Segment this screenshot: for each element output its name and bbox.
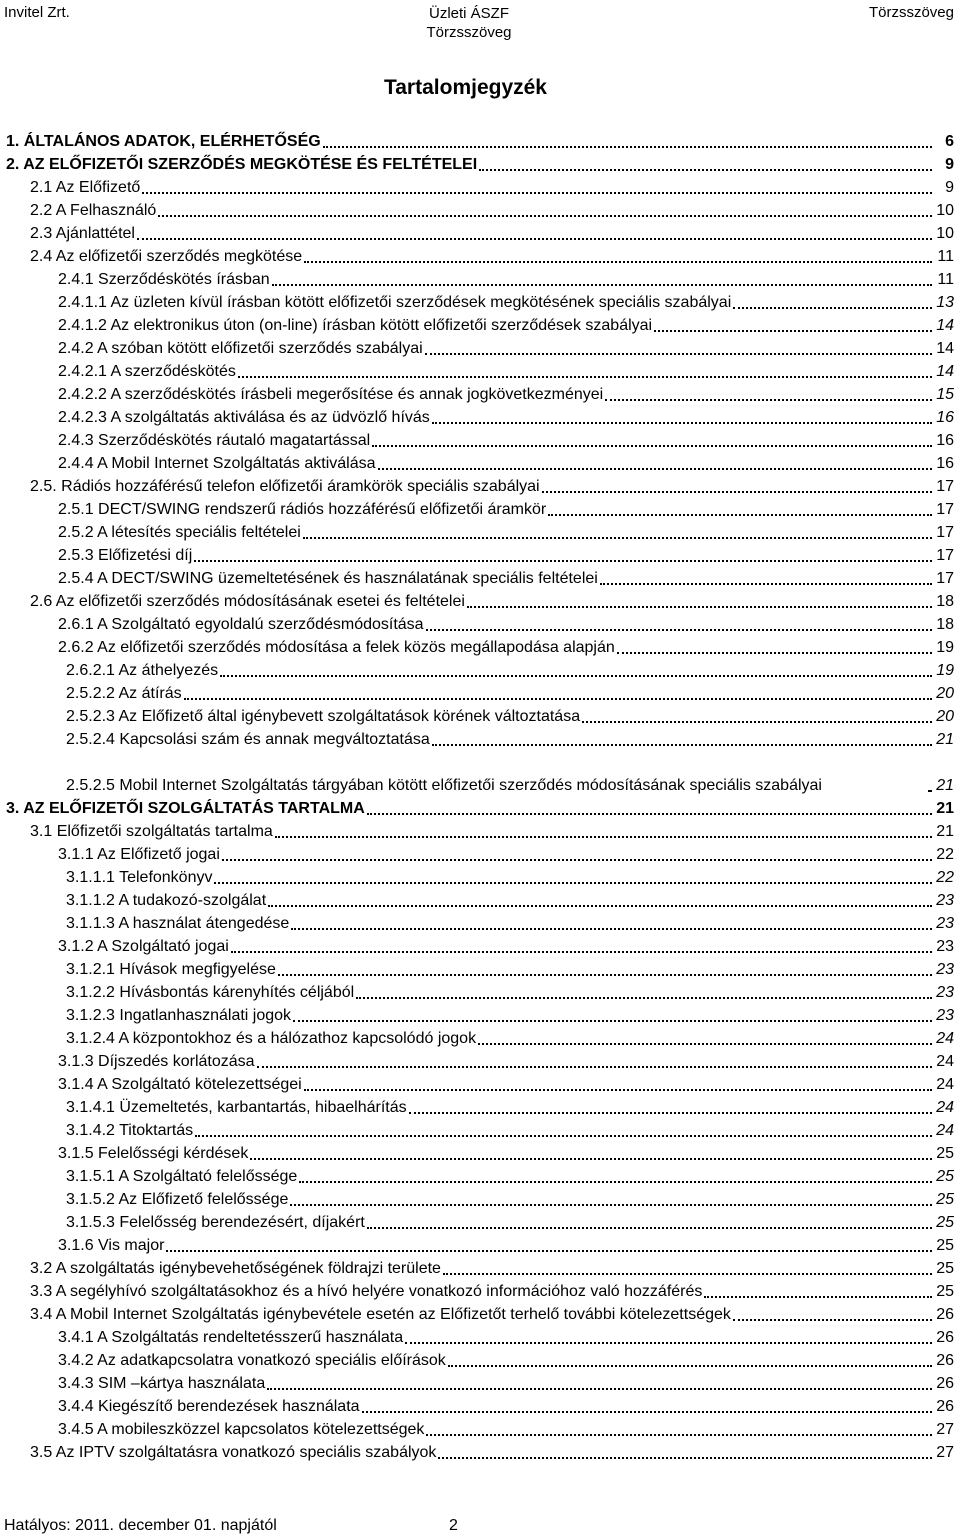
toc-entry-page: 13	[936, 294, 954, 311]
toc-entry[interactable]	[0, 542, 960, 565]
toc-entry-label: 3.1.4.1 Üzemeltetés, karbantartás, hibaelhárítás	[66, 1099, 407, 1116]
toc-dot-leader	[542, 491, 932, 493]
toc-dot-leader	[220, 675, 932, 677]
toc-dot-leader	[582, 721, 932, 723]
toc-entry-label: 2.5.2.3 Az Előfizető által igénybevett szolgáltatások körének változtatása	[66, 708, 581, 725]
toc-dot-leader	[367, 1227, 932, 1229]
toc-entry[interactable]	[0, 841, 960, 864]
toc-entry-label: 2.6.1 A Szolgáltató egyoldalú szerződésmódosítása	[58, 616, 424, 633]
toc-entry-label: 3.1.2.2 Hívásbontás kárenyhítés céljából	[66, 984, 355, 1001]
toc-dot-leader	[478, 1043, 932, 1045]
toc-dot-leader	[222, 859, 932, 861]
toc-entry-page: 11	[937, 248, 954, 265]
toc-entry-page: 26	[936, 1329, 954, 1346]
toc-entry[interactable]	[0, 266, 960, 289]
toc-dot-leader	[405, 1342, 932, 1344]
toc-entry-label: 3.4.3 SIM –kártya használata	[58, 1375, 266, 1392]
toc-entry[interactable]	[0, 289, 960, 312]
toc-entry[interactable]	[0, 726, 960, 749]
toc-entry[interactable]	[0, 1301, 960, 1324]
toc-entry-label: 2.4.1 Szerződéskötés írásban	[58, 271, 270, 288]
toc-entry-label: 3.1.2.1 Hívások megfigyelése	[66, 961, 276, 978]
toc-entry-label: 2.5.2 A létesítés speciális feltételei	[58, 524, 301, 541]
toc-entry-page: 23	[936, 984, 954, 1001]
header-center-line2: Törzsszöveg	[426, 24, 512, 41]
toc-entry-label: 3. AZ ELŐFIZETŐI SZOLGÁLTATÁS TARTALMA	[6, 800, 365, 817]
toc-entry-page: 24	[936, 1076, 954, 1093]
toc-dot-leader	[291, 928, 932, 930]
toc-entry-page: 16	[936, 409, 954, 426]
toc-entry-label: 2.6 Az előfizetői szerződés módosításának esetei és feltételei	[30, 593, 465, 610]
toc-dot-leader	[432, 422, 932, 424]
toc-entry-label: 2.4.2 A szóban kötött előfizetői szerződés szabályai	[58, 340, 423, 357]
toc-entry[interactable]	[0, 887, 960, 910]
toc-entry-page: 27	[936, 1421, 954, 1438]
toc-entry-page: 22	[936, 846, 954, 863]
toc-dot-leader	[362, 1411, 932, 1413]
toc-entry-label: 2.4.1.1 Az üzleten kívül írásban kötött előfizetői szerződések megkötésének speciális szabályai	[58, 294, 732, 311]
toc-dot-leader	[654, 330, 932, 332]
toc-entry[interactable]	[0, 703, 960, 726]
toc-entry-label: 2.4.3 Szerződéskötés ráutaló magatartással	[58, 432, 371, 449]
toc-dot-leader	[214, 882, 932, 884]
toc-entry-label: 3.1.6 Vis major	[58, 1237, 165, 1254]
toc-entry-label: 2.6.2.1 Az áthelyezés	[66, 662, 219, 679]
toc-entry[interactable]	[0, 795, 960, 818]
toc-entry[interactable]	[0, 151, 960, 174]
toc-entry-page: 17	[936, 478, 954, 495]
toc-entry-label: 3.4 A Mobil Internet Szolgáltatás igénybevétele esetén az Előfizetőt terhelő további kötelezettségek	[30, 1306, 731, 1323]
toc-entry[interactable]	[0, 404, 960, 427]
toc-entry-page: 15	[936, 386, 954, 403]
toc-entry-page: 9	[945, 179, 954, 196]
toc-dot-leader	[356, 997, 932, 999]
toc-entry[interactable]	[0, 1186, 960, 1209]
toc-entry[interactable]	[0, 335, 960, 358]
toc-entry-page: 23	[936, 961, 954, 978]
toc-entry-page: 25	[936, 1214, 954, 1231]
toc-entry-label: 2.3 Ajánlattétel	[30, 225, 135, 242]
toc-entry-page: 14	[936, 317, 954, 334]
toc-entry-label: 2.5.2.2 Az átírás	[66, 685, 182, 702]
toc-entry[interactable]	[0, 1140, 960, 1163]
toc-dot-leader	[323, 146, 932, 148]
toc-entry[interactable]	[0, 1232, 960, 1255]
toc-entry-label: 2.4.2.3 A szolgáltatás aktiválása és az üdvözlő hívás	[58, 409, 430, 426]
toc-entry[interactable]	[0, 381, 960, 404]
toc-dot-leader	[158, 215, 932, 217]
toc-entry-page: 26	[936, 1306, 954, 1323]
toc-entry-label: 3.1.5 Felelősségi kérdések	[58, 1145, 249, 1162]
toc-entry-label: 1. ÁLTALÁNOS ADATOK, ELÉRHETŐSÉG	[6, 133, 321, 150]
header-company: Invitel Zrt.	[4, 4, 70, 21]
toc-entry-label: 3.1.2.4 A központokhoz és a hálózathoz kapcsolódó jogok	[66, 1030, 477, 1047]
toc-entry[interactable]	[0, 749, 960, 795]
toc-entry[interactable]	[0, 220, 960, 243]
toc-entry-page: 14	[936, 363, 954, 380]
toc-entry-label: 3.4.4 Kiegészítő berendezések használata	[58, 1398, 360, 1415]
toc-entry[interactable]	[0, 1117, 960, 1140]
toc-entry-page: 17	[936, 524, 954, 541]
toc-entry-label: 3.1.2 A Szolgáltató jogai	[58, 938, 229, 955]
toc-entry[interactable]	[0, 1347, 960, 1370]
toc-dot-leader	[303, 537, 932, 539]
toc-entry-label: 2.4.2.2 A szerződéskötés írásbeli megerősítése és annak jogkövetkezményei	[58, 386, 604, 403]
toc-entry-page: 16	[936, 455, 954, 472]
toc-entry-page: 10	[936, 225, 954, 242]
toc-entry[interactable]	[0, 588, 960, 611]
toc-entry-page: 11	[937, 271, 954, 288]
toc-dot-leader	[293, 1020, 932, 1022]
toc-dot-leader	[600, 583, 932, 585]
toc-entry[interactable]	[0, 1025, 960, 1048]
toc-dot-leader	[426, 629, 932, 631]
toc-dot-leader	[194, 560, 932, 562]
toc-entry-label: 3.1.1.1 Telefonkönyv	[66, 869, 213, 886]
toc-entry[interactable]	[0, 1255, 960, 1278]
toc-dot-leader	[448, 1365, 932, 1367]
toc-dot-leader	[304, 1089, 932, 1091]
toc-entry-page: 26	[936, 1352, 954, 1369]
toc-entry-page: 20	[936, 708, 954, 725]
toc-dot-leader	[432, 744, 932, 746]
header-section: Törzsszöveg	[868, 4, 954, 21]
toc-entry-page: 24	[936, 1053, 954, 1070]
toc-entry-page: 18	[936, 593, 954, 610]
toc-dot-leader	[267, 1388, 932, 1390]
toc-entry[interactable]	[0, 864, 960, 887]
toc-entry[interactable]	[0, 473, 960, 496]
toc-entry-label: 2.4 Az előfizetői szerződés megkötése	[30, 248, 303, 265]
toc-dot-leader	[166, 1250, 932, 1252]
toc-entry[interactable]	[0, 611, 960, 634]
toc-entry-label: 2.2 A Felhasználó	[30, 202, 157, 219]
toc-dot-leader	[184, 698, 932, 700]
toc-entry-label: 2. AZ ELŐFIZETŐI SZERZŐDÉS MEGKÖTÉSE ÉS FELTÉTELEI	[6, 156, 478, 173]
toc-entry[interactable]	[0, 1370, 960, 1393]
toc-entry-page: 20	[936, 685, 954, 702]
header-document-title	[418, 4, 520, 42]
toc-entry[interactable]	[0, 450, 960, 473]
toc-entry-page: 21	[936, 823, 954, 840]
toc-entry-page: 23	[936, 892, 954, 909]
toc-entry[interactable]	[0, 680, 960, 703]
toc-entry-label: 2.4.2.1 A szerződéskötés	[58, 363, 236, 380]
toc-entry[interactable]	[0, 1094, 960, 1117]
toc-dot-leader	[268, 905, 932, 907]
header-center-line1: Üzleti ÁSZF	[428, 5, 509, 22]
toc-entry-page: 19	[936, 639, 954, 656]
toc-entry-label: 2.1 Az Előfizető	[30, 179, 141, 196]
toc-entry[interactable]	[0, 128, 960, 151]
toc-entry-label: 2.5.1 DECT/SWING rendszerű rádiós hozzáférésű előfizetői áramkör	[58, 501, 547, 518]
toc-entry-page: 21	[936, 731, 954, 748]
toc-entry-page: 25	[936, 1145, 954, 1162]
toc-entry[interactable]	[0, 910, 960, 933]
toc-entry-label: 3.1.1.2 A tudakozó-szolgálat	[66, 892, 267, 909]
toc-entry[interactable]	[0, 565, 960, 588]
footer	[4, 1517, 458, 1535]
toc-dot-leader	[250, 1158, 932, 1160]
toc-dot-leader	[704, 1296, 932, 1298]
toc-entry-label: 2.5.3 Előfizetési díj	[58, 547, 193, 564]
page-title: Tartalomjegyzék	[383, 76, 547, 99]
toc-entry[interactable]	[0, 243, 960, 266]
toc-dot-leader	[467, 606, 932, 608]
toc-dot-leader	[409, 1112, 932, 1114]
toc-dot-leader	[278, 974, 932, 976]
toc-dot-leader	[733, 307, 932, 309]
toc-entry[interactable]	[0, 1324, 960, 1347]
toc-entry-page: 6	[945, 133, 954, 150]
toc-entry-page: 25	[936, 1237, 954, 1254]
toc-entry[interactable]	[0, 197, 960, 220]
toc-dot-leader	[299, 1181, 932, 1183]
toc-entry[interactable]	[0, 818, 960, 841]
toc-entry-label: 3.1.1.3 A használat átengedése	[66, 915, 290, 932]
toc-entry[interactable]	[0, 427, 960, 450]
toc-dot-leader	[137, 238, 932, 240]
toc-entry[interactable]	[0, 1163, 960, 1186]
toc-entry-label: 3.1.1 Az Előfizető jogai	[58, 846, 220, 863]
toc-dot-leader	[548, 514, 932, 516]
toc-entry-page: 24	[936, 1122, 954, 1139]
toc-entry[interactable]	[0, 1416, 960, 1439]
toc-entry-page: 25	[936, 1283, 954, 1300]
toc-dot-leader	[605, 399, 932, 401]
toc-dot-leader	[928, 790, 932, 792]
toc-entry[interactable]	[0, 933, 960, 956]
toc-dot-leader	[238, 376, 932, 378]
toc-entry[interactable]	[0, 1439, 960, 1462]
toc-entry-label: 3.1.3 Díjszedés korlátozása	[58, 1053, 255, 1070]
toc-dot-leader	[426, 1434, 932, 1436]
toc-dot-leader	[617, 652, 932, 654]
toc-entry-label: 3.4.5 A mobileszközzel kapcsolatos kötelezettségek	[58, 1421, 425, 1438]
toc-entry-page: 22	[936, 869, 954, 886]
toc-dot-leader	[367, 813, 932, 815]
toc-entry-page: 9	[945, 156, 954, 173]
toc-dot-leader	[290, 1204, 932, 1206]
toc-entry-label: 3.1.5.1 A Szolgáltató felelőssége	[66, 1168, 298, 1185]
toc-entry-page: 24	[936, 1030, 954, 1047]
footer-page-number: 2	[449, 1517, 458, 1534]
toc-entry-page: 25	[936, 1168, 954, 1185]
toc-dot-leader	[438, 1457, 932, 1459]
toc-entry[interactable]	[0, 1048, 960, 1071]
toc-dot-leader	[733, 1319, 932, 1321]
toc-entry-label: 3.2 A szolgáltatás igénybevehetőségének földrajzi területe	[30, 1260, 441, 1277]
toc-entry[interactable]	[0, 634, 960, 657]
toc-entry-label: 3.1.5.3 Felelősség berendezésért, díjakért	[66, 1214, 365, 1231]
toc-entry-label: 3.1.2.3 Ingatlanhasználati jogok	[66, 1007, 292, 1024]
toc-dot-leader	[275, 836, 932, 838]
toc-entry-page: 21	[936, 777, 954, 794]
toc-entry-page: 25	[936, 1191, 954, 1208]
toc-entry-label: 3.1 Előfizetői szolgáltatás tartalma	[30, 823, 273, 840]
toc-entry[interactable]	[0, 1071, 960, 1094]
toc-entry-page: 16	[936, 432, 954, 449]
toc-entry[interactable]	[0, 956, 960, 979]
toc-entry[interactable]	[0, 979, 960, 1002]
toc-entry-label: 2.5. Rádiós hozzáférésű telefon előfizetői áramkörök speciális szabályai	[30, 478, 540, 495]
toc-entry-label: 3.4.2 Az adatkapcsolatra vonatkozó speciális előírások	[58, 1352, 446, 1369]
toc-entry-page: 25	[936, 1260, 954, 1277]
toc-entry-page: 23	[936, 1007, 954, 1024]
toc-entry-label: 2.4.1.2 Az elektronikus úton (on-line) írásban kötött előfizetői szerződések szabályai	[58, 317, 653, 334]
toc-entry-page: 24	[936, 1099, 954, 1116]
toc-entry-page: 14	[936, 340, 954, 357]
toc-entry[interactable]	[0, 519, 960, 542]
toc-entry[interactable]	[0, 1209, 960, 1232]
toc-entry-label: 2.5.4 A DECT/SWING üzemeltetésének és használatának speciális feltételei	[58, 570, 598, 587]
toc-entry-label: 3.1.4.2 Titoktartás	[66, 1122, 194, 1139]
toc-entry[interactable]	[0, 1278, 960, 1301]
toc-dot-leader	[372, 445, 932, 447]
toc-entry-page: 26	[936, 1375, 954, 1392]
footer-effective-date: Hatályos: 2011. december 01. napjától	[4, 1517, 277, 1534]
toc-dot-leader	[443, 1273, 932, 1275]
table-of-contents	[0, 128, 960, 1462]
toc-entry-page: 26	[936, 1398, 954, 1415]
toc-entry[interactable]	[0, 358, 960, 381]
toc-entry[interactable]	[0, 1393, 960, 1416]
toc-dot-leader	[231, 951, 932, 953]
toc-entry-label: 2.6.2 Az előfizetői szerződés módosítása a felek közös megállapodása alapján	[58, 639, 615, 656]
toc-entry-label: 3.4.1 A Szolgáltatás rendeltetésszerű használata	[58, 1329, 404, 1346]
toc-entry-page: 21	[936, 800, 954, 817]
toc-dot-leader	[195, 1135, 932, 1137]
toc-entry-label: 3.5 Az IPTV szolgáltatásra vonatkozó speciális szabályok	[30, 1444, 437, 1461]
toc-dot-leader	[304, 261, 932, 263]
toc-entry-page: 19	[936, 662, 954, 679]
toc-entry-label: 3.1.5.2 Az Előfizető felelőssége	[66, 1191, 289, 1208]
toc-entry-page: 23	[936, 938, 954, 955]
toc-dot-leader	[378, 468, 932, 470]
toc-entry[interactable]	[0, 657, 960, 680]
toc-dot-leader	[142, 192, 932, 194]
toc-entry[interactable]	[0, 174, 960, 197]
toc-entry-page: 18	[936, 616, 954, 633]
toc-dot-leader	[425, 353, 932, 355]
toc-entry-page: 17	[936, 570, 954, 587]
toc-entry-label: 3.1.4 A Szolgáltató kötelezettségei	[58, 1076, 302, 1093]
toc-entry-label: 3.3 A segélyhívó szolgáltatásokhoz és a hívó helyére vonatkozó információhoz való hozzáférés	[30, 1283, 703, 1300]
toc-entry-page: 17	[936, 501, 954, 518]
toc-dot-leader	[479, 169, 932, 171]
toc-dot-leader	[272, 284, 932, 286]
toc-entry-page: 17	[936, 547, 954, 564]
toc-entry[interactable]	[0, 312, 960, 335]
toc-entry-label: 2.4.4 A Mobil Internet Szolgáltatás aktiválása	[58, 455, 376, 472]
toc-entry-page: 27	[936, 1444, 954, 1461]
toc-entry-page: 23	[936, 915, 954, 932]
toc-entry[interactable]	[0, 496, 960, 519]
toc-dot-leader	[257, 1066, 932, 1068]
toc-entry[interactable]	[0, 1002, 960, 1025]
toc-entry-page: 10	[936, 202, 954, 219]
toc-entry-label: 2.5.2.5 Mobil Internet Szolgáltatás tárgyában kötött előfizetői szerződés módosításának speciális szabályai	[66, 777, 822, 794]
toc-entry-label: 2.5.2.4 Kapcsolási szám és annak megváltoztatása	[66, 731, 430, 748]
